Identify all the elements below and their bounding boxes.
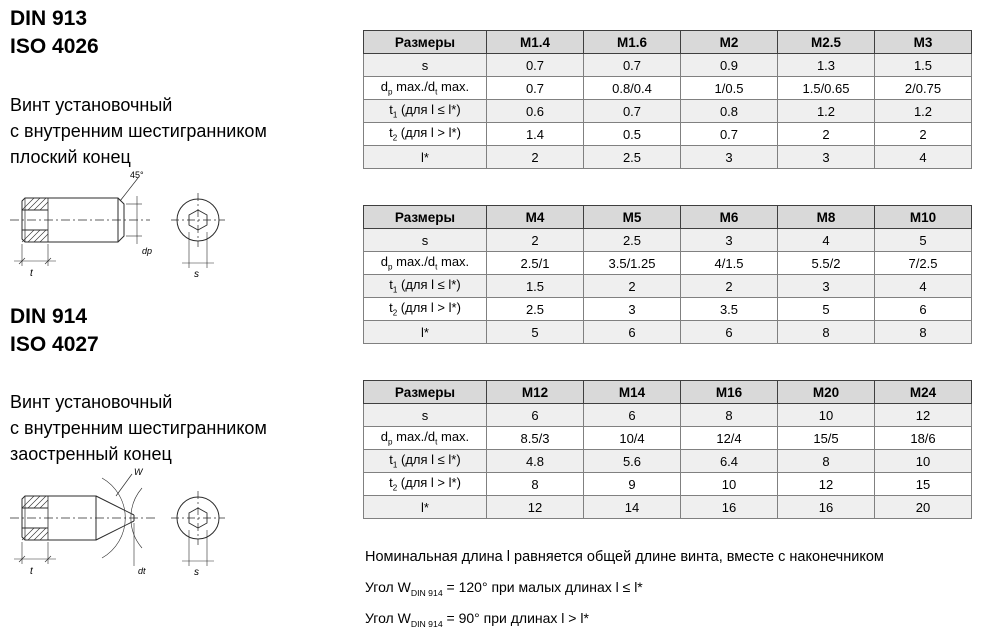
din913-standard-codes [10,5,99,61]
row-label: l* [364,146,487,169]
value-cell: 0.8/0.4 [584,77,681,100]
value-cell: 16 [778,496,875,519]
value-cell: 2 [875,123,972,146]
value-cell: 2/0.75 [875,77,972,100]
s-label: s [194,269,199,280]
value-cell: 2 [487,146,584,169]
value-cell: 2.5/1 [487,252,584,275]
value-cell: 6 [875,298,972,321]
value-cell: 3 [681,146,778,169]
note-angle-90: Угол $W_{DIN 914} = 90^\circ$ при длинах l > l* [365,609,589,628]
value-cell: 4 [778,229,875,252]
value-cell: 6.4 [681,450,778,473]
table-row [364,427,972,450]
din914-description [10,389,267,467]
size-header: M2.5 [778,31,875,54]
dimensions-table-m4-m10 [363,205,972,344]
table-row [364,275,972,298]
description-line: Винт установочный [10,392,173,412]
value-cell: 12 [875,404,972,427]
value-cell: 4 [875,146,972,169]
table-row [364,54,972,77]
value-cell: 15 [875,473,972,496]
table-row [364,100,972,123]
footnotes [365,549,884,628]
value-cell: 4.8 [487,450,584,473]
value-cell: 3 [681,229,778,252]
value-cell: 2 [584,275,681,298]
row-label: $d_p$ $\max./d_t$ max. [364,427,487,450]
value-cell: 6 [584,404,681,427]
size-header: M2 [681,31,778,54]
value-cell: 20 [875,496,972,519]
value-cell: 8 [487,473,584,496]
value-cell: 2.5 [487,298,584,321]
value-cell: 8.5/3 [487,427,584,450]
value-cell: 10/4 [584,427,681,450]
value-cell: 8 [778,450,875,473]
table-row [364,123,972,146]
row-label: s [364,54,487,77]
value-cell: 10 [778,404,875,427]
cone-angle-label: W [134,467,143,477]
value-cell: 5 [875,229,972,252]
value-cell: 1.2 [778,100,875,123]
value-cell: 3 [778,146,875,169]
value-cell: 1.3 [778,54,875,77]
value-cell: 2.5 [584,229,681,252]
row-label: s [364,404,487,427]
value-cell: 9 [584,473,681,496]
value-cell: 2.5 [584,146,681,169]
note-nominal-length: Номинальная длина l равняется общей длине винта, вместе с наконечником [365,549,884,565]
value-cell: 5.6 [584,450,681,473]
row-label: $t_2$ (для l > l*) [364,298,487,321]
value-cell: 15/5 [778,427,875,450]
value-cell: 1.5 [875,54,972,77]
iso4026-code: ISO 4026 [10,35,99,58]
table-row [364,229,972,252]
row-label: $t_1$ (для l ≤ l*) [364,275,487,298]
value-cell: 0.7 [487,77,584,100]
value-cell: 10 [875,450,972,473]
size-header: M6 [681,206,778,229]
value-cell: 0.7 [584,54,681,77]
table-row [364,450,972,473]
value-cell: 0.9 [681,54,778,77]
value-cell: 18/6 [875,427,972,450]
value-cell: 1/0.5 [681,77,778,100]
value-cell: 3 [778,275,875,298]
row-label: $t_2$ (для l > l*) [364,473,487,496]
din914-standard-codes [10,303,99,359]
value-cell: 14 [584,496,681,519]
size-header: M10 [875,206,972,229]
iso4027-code: ISO 4027 [10,333,99,356]
value-cell: 0.5 [584,123,681,146]
value-cell: 12/4 [681,427,778,450]
value-cell: 7/2.5 [875,252,972,275]
sizes-column-header: Размеры [364,206,487,229]
value-cell: 8 [681,404,778,427]
value-cell: 4/1.5 [681,252,778,275]
note-angle-120: Угол $W_{DIN 914} = 120^\circ$ при малых длинах l ≤ l* [365,579,643,598]
value-cell: 8 [778,321,875,344]
din913-code: DIN 913 [10,7,88,30]
t-dimension [14,542,56,564]
row-label: $t_1$ (для l ≤ l*) [364,450,487,473]
size-header: M4 [487,206,584,229]
value-cell: 12 [487,496,584,519]
sizes-column-header: Размеры [364,381,487,404]
size-header: M12 [487,381,584,404]
size-header: M24 [875,381,972,404]
value-cell: 2 [778,123,875,146]
screw-end-view [171,193,225,268]
description-line: с внутренним шестигранником [10,418,267,438]
screw-side-view [10,178,153,266]
size-header: M1.6 [584,31,681,54]
value-cell: 1.2 [875,100,972,123]
size-header: M1.4 [487,31,584,54]
description-line: плоский конец [10,147,131,167]
value-cell: 3.5 [681,298,778,321]
screw-end-view [171,491,225,566]
description-line: с внутренним шестигранником [10,121,267,141]
table-row [364,146,972,169]
value-cell: 0.7 [584,100,681,123]
size-header: M16 [681,381,778,404]
size-header: M14 [584,381,681,404]
value-cell: 3 [584,298,681,321]
row-label: l* [364,496,487,519]
chamfer-angle-label: 45° [130,170,144,180]
table-row [364,496,972,519]
din913-technical-drawing [6,168,246,280]
value-cell: 6 [584,321,681,344]
value-cell: 5.5/2 [778,252,875,275]
dimension-tables [363,30,971,555]
size-header: M20 [778,381,875,404]
s-label: s [194,567,199,578]
size-header: M8 [778,206,875,229]
dp-label: dp [142,246,153,256]
dimensions-table-m1_4-m3 [363,30,972,169]
description-line: Винт установочный [10,95,173,115]
value-cell: 16 [681,496,778,519]
row-label: $d_p$ $\max./d_t$ max. [364,77,487,100]
din914-technical-drawing [6,466,246,580]
value-cell: 1.5 [487,275,584,298]
value-cell: 8 [875,321,972,344]
value-cell: 5 [487,321,584,344]
value-cell: 0.7 [487,54,584,77]
t-label: t [30,566,33,577]
table-row [364,404,972,427]
t-dimension [14,244,56,266]
din914-code: DIN 914 [10,305,88,328]
table-row [364,252,972,275]
row-label: l* [364,321,487,344]
value-cell: 10 [681,473,778,496]
value-cell: 12 [778,473,875,496]
size-header: M3 [875,31,972,54]
row-label: $t_1$ (для l ≤ l*) [364,100,487,123]
value-cell: 0.7 [681,123,778,146]
din913-description [10,92,267,170]
table-row [364,321,972,344]
table-row [364,298,972,321]
value-cell: 0.6 [487,100,584,123]
value-cell: 2 [681,275,778,298]
sizes-column-header: Размеры [364,31,487,54]
value-cell: 6 [681,321,778,344]
value-cell: 2 [487,229,584,252]
dt-label: dt [138,566,146,576]
description-line: заостренный конец [10,444,172,464]
value-cell: 1.4 [487,123,584,146]
value-cell: 3.5/1.25 [584,252,681,275]
value-cell: 4 [875,275,972,298]
row-label: s [364,229,487,252]
value-cell: 0.8 [681,100,778,123]
row-label: $t_2$ (для l > l*) [364,123,487,146]
value-cell: 5 [778,298,875,321]
value-cell: 1.5/0.65 [778,77,875,100]
size-header: M5 [584,206,681,229]
value-cell: 6 [487,404,584,427]
table-row [364,77,972,100]
t-label: t [30,268,33,279]
row-label: $d_p$ $\max./d_t$ max. [364,252,487,275]
screw-side-view [10,474,156,566]
table-row [364,473,972,496]
dimensions-table-m12-m24 [363,380,972,519]
